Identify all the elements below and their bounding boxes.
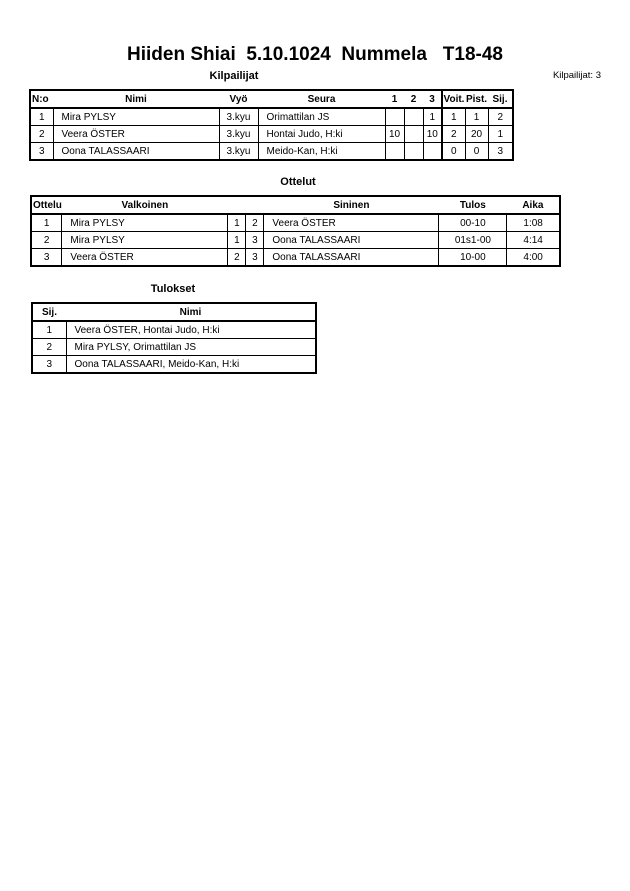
kilpailijat-table bbox=[29, 89, 514, 161]
competitor-row bbox=[30, 126, 513, 143]
cell-nimi: Oona TALASSAARI, Meido-Kan, H:ki bbox=[66, 356, 316, 374]
tulokset-section-title: Tulokset bbox=[150, 283, 196, 295]
cell-ottelu: 2 bbox=[31, 232, 62, 249]
col-header-match2: 2 bbox=[404, 90, 423, 108]
cell-sininen: Oona TALASSAARI bbox=[264, 232, 439, 249]
cell-valkoinen: Veera ÖSTER bbox=[62, 249, 228, 267]
col-header-white-no bbox=[228, 196, 246, 214]
cell-ottelu: 1 bbox=[31, 214, 62, 232]
cell-match2 bbox=[404, 143, 423, 161]
cell-match3: 1 bbox=[423, 108, 442, 126]
cell-valkoinen: Mira PYLSY bbox=[62, 232, 228, 249]
cell-voit: 0 bbox=[442, 143, 465, 161]
col-header-blue-no bbox=[246, 196, 264, 214]
cell-blue-no: 3 bbox=[246, 232, 264, 249]
kilpailijat-header-row bbox=[30, 90, 513, 108]
cell-tulos: 01s1-00 bbox=[439, 232, 507, 249]
cell-blue-no: 3 bbox=[246, 249, 264, 267]
col-header-valkoinen: Valkoinen bbox=[62, 196, 228, 214]
cell-sij: 3 bbox=[32, 356, 66, 374]
match-row bbox=[31, 232, 560, 249]
col-header-sij: Sij. bbox=[32, 303, 66, 321]
col-header-sij: Sij. bbox=[488, 90, 513, 108]
cell-vyo: 3.kyu bbox=[219, 126, 258, 143]
cell-match1: 10 bbox=[385, 126, 404, 143]
cell-pist: 20 bbox=[465, 126, 488, 143]
cell-tulos: 00-10 bbox=[439, 214, 507, 232]
result-row bbox=[32, 321, 316, 339]
cell-sij: 3 bbox=[488, 143, 513, 161]
cell-nimi: Veera ÖSTER bbox=[53, 126, 219, 143]
col-header-pist: Pist. bbox=[465, 90, 488, 108]
tulokset-table bbox=[31, 302, 317, 374]
ottelut-table bbox=[30, 195, 561, 267]
cell-nimi: Mira PYLSY, Orimattilan JS bbox=[66, 339, 316, 356]
cell-voit: 2 bbox=[442, 126, 465, 143]
cell-valkoinen: Mira PYLSY bbox=[62, 214, 228, 232]
cell-sininen: Oona TALASSAARI bbox=[264, 249, 439, 267]
cell-match2 bbox=[404, 108, 423, 126]
cell-pist: 1 bbox=[465, 108, 488, 126]
cell-no: 1 bbox=[30, 108, 53, 126]
col-header-match3: 3 bbox=[423, 90, 442, 108]
tulokset-header-row bbox=[32, 303, 316, 321]
cell-no: 2 bbox=[30, 126, 53, 143]
col-header-nimi: Nimi bbox=[66, 303, 316, 321]
cell-ottelu: 3 bbox=[31, 249, 62, 267]
col-header-no: N:o bbox=[30, 90, 53, 108]
cell-seura: Orimattilan JS bbox=[258, 108, 385, 126]
result-row bbox=[32, 339, 316, 356]
col-header-nimi: Nimi bbox=[53, 90, 219, 108]
col-header-sininen: Sininen bbox=[264, 196, 439, 214]
cell-sij: 1 bbox=[32, 321, 66, 339]
cell-nimi: Mira PYLSY bbox=[53, 108, 219, 126]
match-row bbox=[31, 249, 560, 267]
cell-nimi: Veera ÖSTER, Hontai Judo, H:ki bbox=[66, 321, 316, 339]
competitor-count-label: Kilpailijat: 3 bbox=[552, 70, 601, 81]
cell-sij: 2 bbox=[32, 339, 66, 356]
cell-tulos: 10-00 bbox=[439, 249, 507, 267]
col-header-match1: 1 bbox=[385, 90, 404, 108]
cell-blue-no: 2 bbox=[246, 214, 264, 232]
cell-aika: 4:00 bbox=[507, 249, 560, 267]
cell-white-no: 2 bbox=[228, 249, 246, 267]
col-header-voit: Voit. bbox=[442, 90, 465, 108]
col-header-aika: Aika bbox=[507, 196, 560, 214]
cell-no: 3 bbox=[30, 143, 53, 161]
cell-white-no: 1 bbox=[228, 214, 246, 232]
cell-voit: 1 bbox=[442, 108, 465, 126]
cell-aika: 1:08 bbox=[507, 214, 560, 232]
ottelut-section-title: Ottelut bbox=[280, 176, 316, 188]
page-title: Hiiden Shiai 5.10.1024 Nummela T18-48 bbox=[127, 44, 503, 65]
cell-pist: 0 bbox=[465, 143, 488, 161]
col-header-ottelu: Ottelu bbox=[31, 196, 62, 214]
competitor-row bbox=[30, 143, 513, 161]
cell-match1 bbox=[385, 143, 404, 161]
competitor-row bbox=[30, 108, 513, 126]
cell-vyo: 3.kyu bbox=[219, 108, 258, 126]
cell-match1 bbox=[385, 108, 404, 126]
result-row bbox=[32, 356, 316, 374]
cell-sininen: Veera ÖSTER bbox=[264, 214, 439, 232]
cell-match3 bbox=[423, 143, 442, 161]
col-header-seura: Seura bbox=[258, 90, 385, 108]
cell-vyo: 3.kyu bbox=[219, 143, 258, 161]
ottelut-header-row bbox=[31, 196, 560, 214]
cell-aika: 4:14 bbox=[507, 232, 560, 249]
cell-match3: 10 bbox=[423, 126, 442, 143]
cell-sij: 2 bbox=[488, 108, 513, 126]
cell-nimi: Oona TALASSAARI bbox=[53, 143, 219, 161]
cell-seura: Meido-Kan, H:ki bbox=[258, 143, 385, 161]
cell-sij: 1 bbox=[488, 126, 513, 143]
cell-seura: Hontai Judo, H:ki bbox=[258, 126, 385, 143]
cell-white-no: 1 bbox=[228, 232, 246, 249]
kilpailijat-section-title: Kilpailijat bbox=[209, 70, 259, 82]
match-row bbox=[31, 214, 560, 232]
col-header-vyo: Vyö bbox=[219, 90, 258, 108]
cell-match2 bbox=[404, 126, 423, 143]
col-header-tulos: Tulos bbox=[439, 196, 507, 214]
